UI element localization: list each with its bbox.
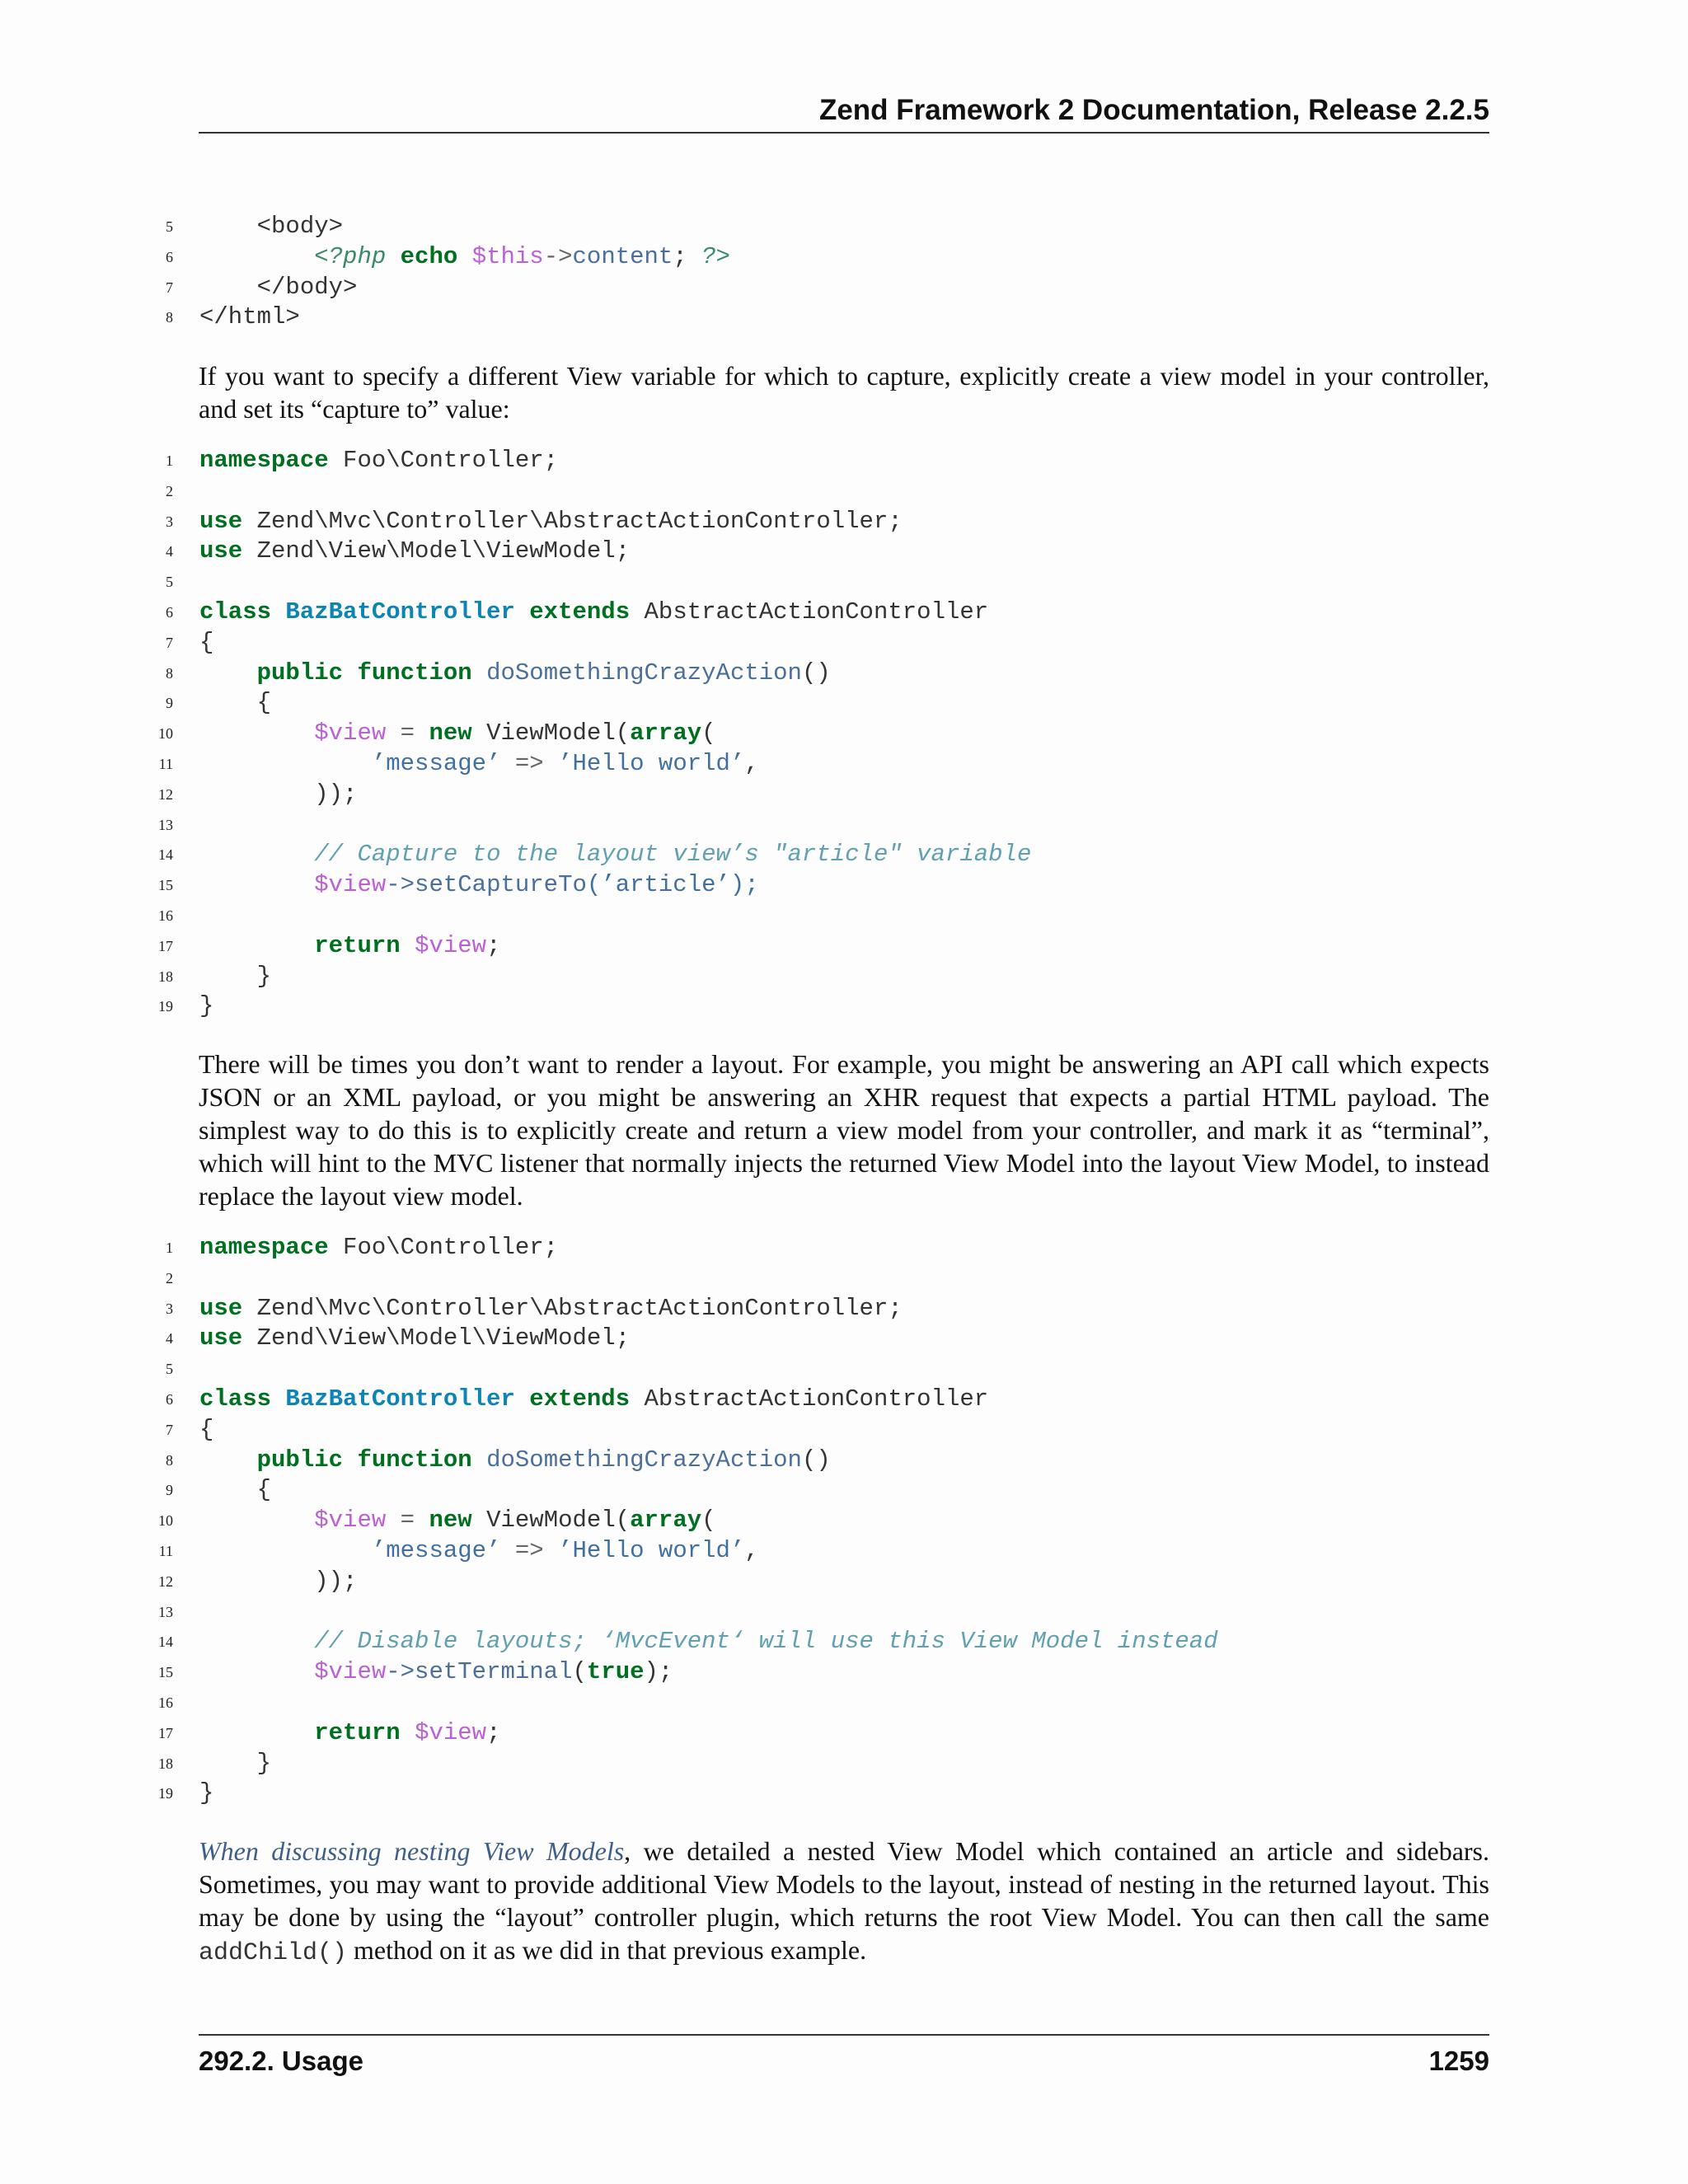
code-text: </html> [199, 303, 300, 331]
string: ’message’ [371, 749, 501, 777]
line-number: 11 [158, 1542, 173, 1559]
keyword: echo [400, 242, 458, 270]
line-number: 19 [158, 998, 173, 1015]
string: (’article’); [586, 871, 759, 899]
code-line [140, 242, 1541, 273]
variable: $view [415, 1718, 487, 1746]
code-text: ViewModel( [486, 719, 631, 748]
code-text: AbstractActionController [644, 598, 989, 626]
line-number: 7 [166, 279, 173, 296]
line-number: 6 [166, 603, 173, 621]
line-number: 13 [158, 1603, 173, 1620]
line-number: 12 [158, 785, 173, 803]
code-text: ; [486, 1718, 501, 1746]
keyword: return [314, 1718, 401, 1746]
paragraph: There will be times you don’t want to render a layout. For example, you might be answering an API call which expects JSON or an XML payload, or you might be answering an XHR request that expects a partial HTML payload. The simplest way to do this is to explicitly create and return a view model from your controller, and mark it as “terminal”, which will hint to the MVC listener that normally injects the returned View Model into the layout View Model, to instead replace the layout view model. [199, 1049, 1489, 1211]
code-text: ( [572, 1658, 587, 1686]
code-text: </body> [256, 273, 358, 301]
line-number: 4 [166, 1330, 173, 1347]
code-text: Zend\View\Model\ViewModel; [256, 1324, 631, 1352]
code-text: ; [486, 931, 501, 959]
operator: = [400, 1507, 415, 1535]
code-text: { [256, 1476, 272, 1504]
code-block-2 [140, 446, 1541, 1022]
inline-code: addChild() [199, 1939, 348, 1967]
line-number: 3 [166, 1300, 173, 1317]
variable: $view [415, 931, 487, 959]
paragraph: If you want to specify a different View variable for which to capture, explicitly create a view model in your controller, and set its “capture to” value: [199, 361, 1489, 424]
line-number: 9 [166, 1482, 173, 1499]
keyword: public [256, 658, 344, 687]
code-text: } [256, 962, 272, 990]
code-text: Zend\Mvc\Controller\AbstractActionController; [256, 1294, 903, 1322]
keyword: class [199, 598, 272, 626]
string: ’Hello world’ [558, 1536, 745, 1564]
line-number: 18 [158, 1755, 173, 1772]
line-number: 1 [166, 1240, 173, 1256]
string: ’message’ [371, 1536, 501, 1564]
page-number: 1259 [1428, 2046, 1489, 2076]
keyword: use [199, 507, 243, 535]
line-number: 5 [166, 218, 173, 235]
keyword: new [429, 1507, 472, 1535]
code-text: Foo\Controller; [343, 1234, 559, 1261]
keyword: array [630, 719, 702, 748]
php-close-tag: ?> [701, 242, 730, 270]
code-text: Zend\View\Model\ViewModel; [256, 537, 631, 565]
code-block-1 [140, 212, 1541, 333]
line-number: 10 [158, 725, 173, 743]
code-text: AbstractActionController [644, 1385, 989, 1413]
line-number: 13 [158, 816, 173, 833]
line-number: 4 [166, 543, 173, 560]
header-title: Zend Framework 2 Documentation, Release 2.2.5 [818, 94, 1489, 126]
operator: => [514, 1536, 544, 1564]
punctuation: ; [673, 242, 687, 270]
code-line [140, 302, 1541, 333]
line-number: 16 [158, 907, 173, 924]
variable: $view [314, 1658, 387, 1686]
line-number: 14 [158, 1633, 173, 1651]
line-number: 12 [158, 1572, 173, 1590]
method-call: ->setTerminal [386, 1658, 573, 1686]
code-text: { [256, 689, 272, 717]
code-text: ); [644, 1658, 673, 1686]
code-line [140, 273, 1541, 303]
line-number: 11 [158, 755, 173, 772]
keyword: new [429, 719, 472, 748]
line-number: 3 [166, 513, 173, 530]
line-number: 6 [166, 248, 173, 265]
line-number: 2 [166, 1269, 173, 1286]
code-text: { [199, 628, 214, 656]
keyword: namespace [199, 1234, 329, 1261]
code-text: } [256, 1749, 272, 1777]
page-header [199, 89, 1489, 134]
keyword: return [314, 931, 401, 959]
keyword: class [199, 1385, 272, 1413]
line-number: 5 [166, 574, 173, 591]
function-name: doSomethingCrazyAction [486, 1446, 802, 1474]
code-text: )); [314, 780, 358, 808]
code-text: )); [314, 1567, 358, 1595]
keyword: true [586, 1658, 645, 1686]
line-number: 16 [158, 1694, 173, 1711]
keyword: public [256, 1446, 344, 1474]
line-number: 19 [158, 1785, 173, 1802]
code-text: , [744, 1536, 759, 1564]
code-comment: // Capture to the layout view’s "article" variable [314, 841, 1032, 869]
code-text: ( [701, 719, 716, 748]
keyword: use [199, 537, 243, 565]
line-number: 8 [166, 309, 173, 326]
line-number: 9 [166, 695, 173, 712]
code-text: () [801, 658, 831, 687]
line-number: 6 [166, 1390, 173, 1408]
footer-section: 292.2. Usage [199, 2046, 363, 2076]
code-comment: // Disable layouts; ‘MvcEvent‘ will use this View Model instead [314, 1628, 1218, 1656]
code-line [140, 212, 1541, 242]
string: ’Hello world’ [558, 749, 745, 777]
cross-reference-link[interactable]: When discussing nesting View Models [199, 1836, 625, 1866]
paragraph [199, 1835, 1489, 1970]
operator: = [400, 719, 415, 748]
line-number: 14 [158, 846, 173, 864]
keyword: function [357, 658, 472, 687]
method-call: ->setCaptureTo [386, 871, 587, 899]
keyword: namespace [199, 447, 329, 474]
variable: $view [314, 1507, 387, 1535]
code-text: ViewModel( [486, 1507, 631, 1535]
variable: $this [471, 242, 544, 270]
class-name: BazBatController [285, 1385, 515, 1413]
line-number: 2 [166, 482, 173, 499]
line-number: 17 [158, 1724, 173, 1741]
line-number: 1 [166, 452, 173, 469]
function-name: doSomethingCrazyAction [486, 658, 802, 687]
line-number: 10 [158, 1512, 173, 1530]
line-number: 8 [166, 1451, 173, 1469]
line-number: 5 [166, 1361, 173, 1378]
class-name: BazBatController [285, 598, 515, 626]
php-open-tag: <?php [314, 242, 387, 270]
keyword: array [630, 1507, 702, 1535]
line-number: 15 [158, 877, 173, 894]
paragraph-text: , we detailed a nested View Model which contained an article and sidebars. Sometimes, you may want to provide additional View Models to the layout, instead of nesting in the returned layout. This may be done by using the “layout” controller plugin, which returns the root View Model. You can then call the same [199, 1836, 1490, 1932]
keyword: extends [529, 1385, 631, 1413]
line-number: 17 [158, 937, 173, 954]
code-text: ( [701, 1507, 716, 1535]
code-text: } [199, 1779, 214, 1807]
code-text: Foo\Controller; [343, 447, 559, 474]
code-text: () [801, 1446, 831, 1474]
code-block-3 [140, 1233, 1541, 1809]
code-text: { [199, 1415, 214, 1443]
keyword: function [357, 1446, 472, 1474]
line-number: 7 [166, 634, 173, 651]
keyword: use [199, 1294, 243, 1322]
line-number: 8 [166, 664, 173, 682]
line-number: 15 [158, 1664, 173, 1681]
operator: -> [543, 242, 573, 270]
page-footer [199, 2034, 1489, 2085]
keyword: use [199, 1324, 243, 1352]
code-text: Zend\Mvc\Controller\AbstractActionController; [256, 507, 903, 535]
variable: $view [314, 719, 387, 748]
keyword: extends [529, 598, 631, 626]
variable: $view [314, 871, 387, 899]
operator: => [514, 749, 544, 777]
code-text: } [199, 992, 214, 1020]
code-text: <body> [256, 213, 344, 240]
line-number: 7 [166, 1421, 173, 1438]
code-text: , [744, 749, 759, 777]
paragraph-text: method on it as we did in that previous example. [347, 1935, 867, 1965]
line-number: 18 [158, 968, 173, 985]
property: content [572, 242, 673, 270]
